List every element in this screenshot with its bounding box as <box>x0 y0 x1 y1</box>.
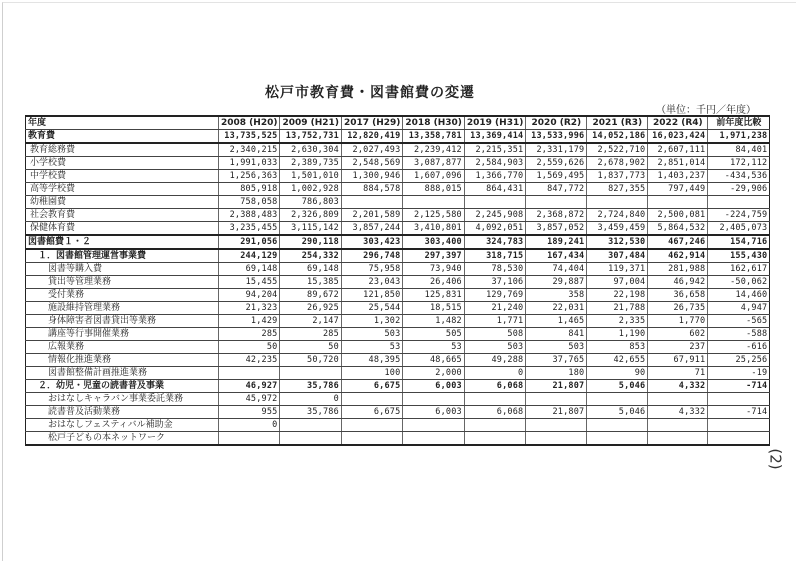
row-value <box>341 393 402 406</box>
table-row <box>26 393 770 406</box>
row-value: 100 <box>341 367 402 380</box>
row-value: 53 <box>341 341 402 354</box>
row-value: 26,735 <box>648 302 708 315</box>
row-value: 2,607,111 <box>648 143 708 157</box>
row-label: 読書普及活動業務 <box>26 406 219 419</box>
row-value: 0 <box>464 367 525 380</box>
row-value: 42,235 <box>219 354 280 367</box>
row-value: 2,724,840 <box>587 209 648 222</box>
row-value: 15,455 <box>219 276 280 289</box>
row-value: 16,023,424 <box>648 130 708 144</box>
row-value <box>587 196 648 209</box>
row-value: 2,500,081 <box>648 209 708 222</box>
table-row <box>26 406 770 419</box>
row-value: 1,403,237 <box>648 170 708 183</box>
row-value: 797,449 <box>648 183 708 196</box>
row-value: 3,857,244 <box>341 222 402 236</box>
row-value: 75,958 <box>341 263 402 276</box>
row-label: 情報化推進業務 <box>26 354 219 367</box>
row-value: 155,430 <box>708 249 770 263</box>
row-value: 2,548,569 <box>341 157 402 170</box>
header-2008: 2008 (H20) <box>219 116 280 130</box>
table-row <box>26 276 770 289</box>
row-label: 貸出等管理業務 <box>26 276 219 289</box>
row-value: 14,460 <box>708 289 770 302</box>
row-value <box>464 196 525 209</box>
row-value: 21,807 <box>526 406 587 419</box>
row-value: 36,658 <box>648 289 708 302</box>
row-value: 172,112 <box>708 157 770 170</box>
row-value: 26,406 <box>403 276 464 289</box>
row-value: 6,003 <box>403 406 464 419</box>
table-row <box>26 263 770 276</box>
row-value <box>587 393 648 406</box>
row-value <box>708 196 770 209</box>
row-value: 189,241 <box>526 235 587 249</box>
row-value: 2,630,304 <box>280 143 341 157</box>
row-label: 教育費 <box>26 130 219 144</box>
row-value: 281,988 <box>648 263 708 276</box>
row-value: -565 <box>708 315 770 328</box>
row-value: 180 <box>526 367 587 380</box>
row-label: 中学校費 <box>26 170 219 183</box>
row-value: 503 <box>341 328 402 341</box>
row-value: 5,046 <box>587 406 648 419</box>
row-value: 12,820,419 <box>341 130 402 144</box>
table-row <box>26 315 770 328</box>
row-value: 2,147 <box>280 315 341 328</box>
row-value: 69,148 <box>219 263 280 276</box>
header-row <box>26 116 770 130</box>
row-value: 3,087,877 <box>403 157 464 170</box>
row-value: 1,366,770 <box>464 170 525 183</box>
row-value: 90 <box>587 367 648 380</box>
row-label: 保健体育費 <box>26 222 219 236</box>
row-value: 602 <box>648 328 708 341</box>
row-value: 1,302 <box>341 315 402 328</box>
row-value: 13,752,731 <box>280 130 341 144</box>
row-value: -19 <box>708 367 770 380</box>
row-label: 図書等購入費 <box>26 263 219 276</box>
row-value: 6,675 <box>341 406 402 419</box>
row-value: -714 <box>708 380 770 393</box>
table-row <box>26 196 770 209</box>
row-value: 4,092,051 <box>464 222 525 236</box>
row-value: 285 <box>280 328 341 341</box>
row-value: 29,887 <box>526 276 587 289</box>
row-value: 853 <box>587 341 648 354</box>
row-value: 2,239,412 <box>403 143 464 157</box>
row-value: 4,332 <box>648 406 708 419</box>
row-value: 2,678,902 <box>587 157 648 170</box>
row-value: 503 <box>526 341 587 354</box>
row-value: 505 <box>403 328 464 341</box>
row-value: 2,559,626 <box>526 157 587 170</box>
row-value: 125,831 <box>403 289 464 302</box>
header-2022: 2022 (R4) <box>648 116 708 130</box>
row-value: 21,807 <box>526 380 587 393</box>
header-2017: 2017 (H29) <box>341 116 402 130</box>
row-value <box>341 196 402 209</box>
row-value: -616 <box>708 341 770 354</box>
row-value: 49,288 <box>464 354 525 367</box>
page-title: 松戸市教育費・図書館費の変遷 <box>265 85 475 101</box>
row-value <box>403 196 464 209</box>
row-value <box>648 419 708 432</box>
table-row <box>26 341 770 354</box>
row-value: 6,675 <box>341 380 402 393</box>
row-value <box>708 432 770 446</box>
row-value: 162,617 <box>708 263 770 276</box>
row-value: 1,501,010 <box>280 170 341 183</box>
row-value: 67,911 <box>648 354 708 367</box>
table-row <box>26 183 770 196</box>
row-value: 503 <box>464 341 525 354</box>
table-row <box>26 143 770 157</box>
table-row <box>26 222 770 236</box>
table-row <box>26 419 770 432</box>
row-value: 1,256,363 <box>219 170 280 183</box>
row-value: 1,190 <box>587 328 648 341</box>
row-value: 2,245,908 <box>464 209 525 222</box>
row-value: 307,484 <box>587 249 648 263</box>
row-value: 0 <box>219 419 280 432</box>
header-year: 年度 <box>26 116 219 130</box>
row-label: おはなしキャラバン事業委託業務 <box>26 393 219 406</box>
row-value: 45,972 <box>219 393 280 406</box>
row-value <box>526 419 587 432</box>
row-value: 2,000 <box>403 367 464 380</box>
row-value <box>464 393 525 406</box>
row-value <box>648 196 708 209</box>
table-row <box>26 235 770 249</box>
row-value: 50 <box>219 341 280 354</box>
table-body <box>26 116 770 445</box>
row-value: 1,002,928 <box>280 183 341 196</box>
row-value: 955 <box>219 406 280 419</box>
budget-table <box>25 115 770 446</box>
row-value: 303,423 <box>341 235 402 249</box>
row-label: 広報業務 <box>26 341 219 354</box>
row-value: 3,115,142 <box>280 222 341 236</box>
row-value: 48,665 <box>403 354 464 367</box>
row-value: 2,335 <box>587 315 648 328</box>
table-row <box>26 302 770 315</box>
row-value <box>403 393 464 406</box>
row-value: 50 <box>280 341 341 354</box>
row-label: 幼稚園費 <box>26 196 219 209</box>
row-value: 318,715 <box>464 249 525 263</box>
row-value: 21,323 <box>219 302 280 315</box>
row-value: 254,332 <box>280 249 341 263</box>
row-value <box>341 419 402 432</box>
row-value: 84,401 <box>708 143 770 157</box>
row-label: 図書館整備計画推進業務 <box>26 367 219 380</box>
row-value <box>280 367 341 380</box>
row-value: 290,118 <box>280 235 341 249</box>
row-value: 74,404 <box>526 263 587 276</box>
row-label: １．図書館管理運営事業費 <box>26 249 219 263</box>
row-value: 758,058 <box>219 196 280 209</box>
row-label: ２．幼児・児童の読書普及事業 <box>26 380 219 393</box>
row-value: 2,331,179 <box>526 143 587 157</box>
row-value: 312,530 <box>587 235 648 249</box>
row-value: 2,851,014 <box>648 157 708 170</box>
row-value: 2,388,483 <box>219 209 280 222</box>
row-label: 身体障害者図書貸出等業務 <box>26 315 219 328</box>
row-value <box>280 419 341 432</box>
page-number-mark: (2) <box>766 448 785 470</box>
row-value: 237 <box>648 341 708 354</box>
row-label: 施設維持管理業務 <box>26 302 219 315</box>
row-value: 4,332 <box>648 380 708 393</box>
row-value: 1,837,773 <box>587 170 648 183</box>
header-yoy: 前年度比較 <box>708 116 770 130</box>
row-value: 13,369,414 <box>464 130 525 144</box>
row-value: 1,482 <box>403 315 464 328</box>
row-value: -29,906 <box>708 183 770 196</box>
row-value: 13,358,781 <box>403 130 464 144</box>
row-label: 受付業務 <box>26 289 219 302</box>
row-value <box>708 419 770 432</box>
row-label: 教育総務費 <box>26 143 219 157</box>
unit-label: （単位：千円／年度） <box>656 105 756 116</box>
table-row <box>26 380 770 393</box>
row-value: 73,940 <box>403 263 464 276</box>
table-row <box>26 367 770 380</box>
row-value: 22,031 <box>526 302 587 315</box>
row-value: 94,204 <box>219 289 280 302</box>
row-label: 図書館費１・２ <box>26 235 219 249</box>
row-value: 3,857,052 <box>526 222 587 236</box>
row-value: 1,465 <box>526 315 587 328</box>
row-value: 69,148 <box>280 263 341 276</box>
row-value: 1,569,495 <box>526 170 587 183</box>
row-value: 14,052,186 <box>587 130 648 144</box>
row-value: 467,246 <box>648 235 708 249</box>
row-value: 97,004 <box>587 276 648 289</box>
row-value <box>587 432 648 446</box>
row-value: 2,522,710 <box>587 143 648 157</box>
row-value: 1,971,238 <box>708 130 770 144</box>
row-value: 805,918 <box>219 183 280 196</box>
row-value: 50,720 <box>280 354 341 367</box>
row-value: 22,198 <box>587 289 648 302</box>
row-value: 37,106 <box>464 276 525 289</box>
table-row <box>26 432 770 446</box>
row-label: 松戸子どもの本ネットワーク <box>26 432 219 446</box>
header-2018: 2018 (H30) <box>403 116 464 130</box>
row-value: 1,770 <box>648 315 708 328</box>
table-row <box>26 328 770 341</box>
row-value: 841 <box>526 328 587 341</box>
row-label: おはなしフェスティバル補助金 <box>26 419 219 432</box>
row-value: 26,925 <box>280 302 341 315</box>
row-value <box>464 432 525 446</box>
row-value: 25,544 <box>341 302 402 315</box>
row-value: 5,864,532 <box>648 222 708 236</box>
row-value <box>526 393 587 406</box>
row-value: 13,735,525 <box>219 130 280 144</box>
row-value: 2,368,872 <box>526 209 587 222</box>
row-value: 2,215,351 <box>464 143 525 157</box>
row-value: 888,015 <box>403 183 464 196</box>
row-value <box>708 393 770 406</box>
table-row <box>26 157 770 170</box>
row-value <box>280 432 341 446</box>
row-value: 21,788 <box>587 302 648 315</box>
row-value: 1,429 <box>219 315 280 328</box>
row-value <box>648 432 708 446</box>
row-value: 3,459,459 <box>587 222 648 236</box>
row-value: 884,578 <box>341 183 402 196</box>
row-value <box>403 419 464 432</box>
row-value: 1,300,946 <box>341 170 402 183</box>
row-value: 244,129 <box>219 249 280 263</box>
row-value: 2,027,493 <box>341 143 402 157</box>
row-value: 303,400 <box>403 235 464 249</box>
row-value: 6,068 <box>464 406 525 419</box>
row-label: 社会教育費 <box>26 209 219 222</box>
header-2019: 2019 (H31) <box>464 116 525 130</box>
row-value: 46,927 <box>219 380 280 393</box>
row-value: 53 <box>403 341 464 354</box>
row-value: 6,003 <box>403 380 464 393</box>
header-2020: 2020 (R2) <box>526 116 587 130</box>
row-value <box>464 419 525 432</box>
header-2021: 2021 (R3) <box>587 116 648 130</box>
row-value: 508 <box>464 328 525 341</box>
row-value: 48,395 <box>341 354 402 367</box>
row-value <box>403 432 464 446</box>
table-row <box>26 209 770 222</box>
row-value: 35,786 <box>280 406 341 419</box>
row-value: 2,125,580 <box>403 209 464 222</box>
row-value: 35,786 <box>280 380 341 393</box>
row-value: 42,655 <box>587 354 648 367</box>
row-value: 3,235,455 <box>219 222 280 236</box>
row-label: 高等学校費 <box>26 183 219 196</box>
row-value <box>587 419 648 432</box>
row-value: 296,748 <box>341 249 402 263</box>
row-value: 2,326,809 <box>280 209 341 222</box>
row-value: 297,397 <box>403 249 464 263</box>
row-value: 6,068 <box>464 380 525 393</box>
row-value <box>526 432 587 446</box>
row-value: 324,783 <box>464 235 525 249</box>
row-value: 89,672 <box>280 289 341 302</box>
table-row <box>26 130 770 144</box>
header-2009: 2009 (H21) <box>280 116 341 130</box>
row-value <box>219 367 280 380</box>
row-value: 827,355 <box>587 183 648 196</box>
row-value: 167,434 <box>526 249 587 263</box>
row-value: -224,759 <box>708 209 770 222</box>
table-row <box>26 354 770 367</box>
row-value: 25,256 <box>708 354 770 367</box>
row-label: 小学校費 <box>26 157 219 170</box>
row-value <box>526 196 587 209</box>
row-value: -714 <box>708 406 770 419</box>
row-value: 5,046 <box>587 380 648 393</box>
row-value <box>648 393 708 406</box>
row-value: 129,769 <box>464 289 525 302</box>
row-value: 119,371 <box>587 263 648 276</box>
row-value: 2,389,735 <box>280 157 341 170</box>
row-value: 37,765 <box>526 354 587 367</box>
row-value: 2,584,903 <box>464 157 525 170</box>
row-value: 2,405,073 <box>708 222 770 236</box>
row-value: 121,850 <box>341 289 402 302</box>
row-value: 1,991,033 <box>219 157 280 170</box>
row-value: 21,240 <box>464 302 525 315</box>
row-value: -50,062 <box>708 276 770 289</box>
table-row <box>26 249 770 263</box>
row-value: 847,772 <box>526 183 587 196</box>
table-row <box>26 289 770 302</box>
row-value: 71 <box>648 367 708 380</box>
row-value: -434,536 <box>708 170 770 183</box>
row-value <box>219 432 280 446</box>
row-value: 154,716 <box>708 235 770 249</box>
row-value <box>341 432 402 446</box>
row-value: 462,914 <box>648 249 708 263</box>
table-row <box>26 170 770 183</box>
row-value: 864,431 <box>464 183 525 196</box>
row-value: 2,201,589 <box>341 209 402 222</box>
row-value: 1,607,096 <box>403 170 464 183</box>
row-value: 15,385 <box>280 276 341 289</box>
row-value: 0 <box>280 393 341 406</box>
row-value: 18,515 <box>403 302 464 315</box>
row-value: 291,056 <box>219 235 280 249</box>
row-value: 786,803 <box>280 196 341 209</box>
row-value: 23,043 <box>341 276 402 289</box>
row-value: 4,947 <box>708 302 770 315</box>
row-value: 358 <box>526 289 587 302</box>
row-value: 46,942 <box>648 276 708 289</box>
row-value: 1,771 <box>464 315 525 328</box>
row-value: 2,340,215 <box>219 143 280 157</box>
row-value: 13,533,996 <box>526 130 587 144</box>
row-label: 講座等行事開催業務 <box>26 328 219 341</box>
row-value: 285 <box>219 328 280 341</box>
row-value: -588 <box>708 328 770 341</box>
row-value: 78,530 <box>464 263 525 276</box>
row-value: 3,410,801 <box>403 222 464 236</box>
